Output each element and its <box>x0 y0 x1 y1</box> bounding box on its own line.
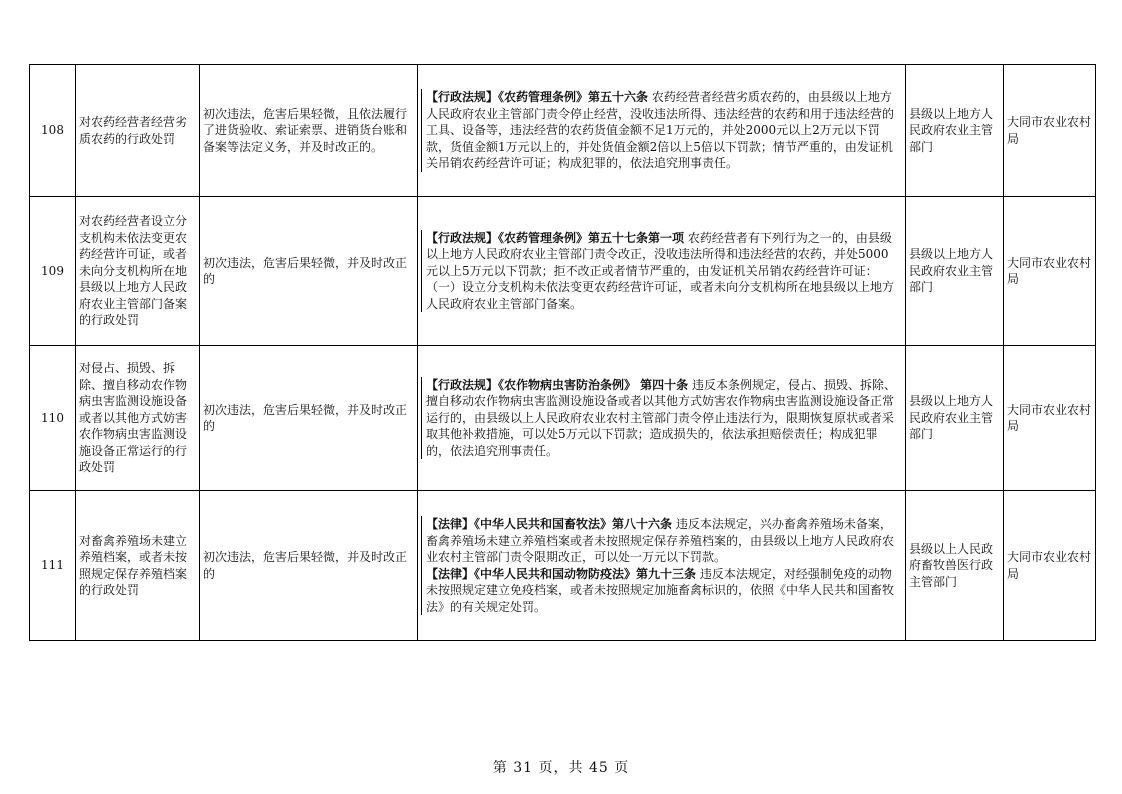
exemption-condition: 初次违法，危害后果轻微，并及时改正的 <box>200 346 418 491</box>
basis-text: 违反本法规定，对经强制免疫的动物未按照规定建立免疫档案，或者未按照规定加施畜禽标识的，依照《中华人民共和国畜牧法》的有关规定处罚。 <box>426 566 895 614</box>
basis-tag: 【行政法规】《农作物病虫害防治条例》 第四十条 <box>426 377 689 392</box>
legal-basis <box>418 491 906 641</box>
row-number: 109 <box>30 197 76 346</box>
penalty-item: 对农药经营者设立分支机构未依法变更农药经营许可证，或者未向分支机构所在地县级以上地方人民政府农业主管部门备案的行政处罚 <box>76 197 200 346</box>
table-row <box>30 197 1096 346</box>
exemption-condition: 初次违法，危害后果轻微，并及时改正的 <box>200 491 418 641</box>
basis-tag: 【法律】《中华人民共和国动物防疫法》第九十三条 <box>426 566 697 581</box>
responsible-department: 大同市农业农村局 <box>1004 197 1096 346</box>
enforcement-authority: 县级以上地方人民政府农业主管部门 <box>906 346 1004 491</box>
responsible-department: 大同市农业农村局 <box>1004 65 1096 197</box>
basis-text: 农药经营者有下列行为之一的，由县级以上地方人民政府农业主管部门责令改正，没收违法所得和违法经营的农药，并处5000元以上5万元以下罚款；拒不改正或者情节严重的，由发证机关吊销农药经营许可证：（一）设立分支机构未依法变更农药经营许可证，或者未向分支机构所在地县级以上地方人民政府农业主管部门备案。 <box>426 230 895 311</box>
basis-text: 违反本法规定，兴办畜禽养殖场未备案，畜禽养殖场未建立养殖档案或者未按照规定保存养殖档案的，由县级以上地方人民政府农业农村主管部门责令限期改正，可以处一万元以下罚款。 <box>426 517 895 564</box>
responsible-department: 大同市农业农村局 <box>1004 346 1096 491</box>
penalty-item: 对畜禽养殖场未建立养殖档案，或者未按照规定保存养殖档案的行政处罚 <box>76 491 200 641</box>
basis-tag: 【行政法规】《农药管理条例》第五十七条第一项 <box>426 230 685 245</box>
page-footer: 第 31 页，共 45 页 <box>492 760 630 776</box>
responsible-department: 大同市农业农村局 <box>1004 491 1096 641</box>
exemption-condition: 初次违法，危害后果轻微，并及时改正的 <box>200 197 418 346</box>
enforcement-authority: 县级以上人民政府畜牧兽医行政主管部门 <box>906 491 1004 641</box>
legal-basis <box>418 346 906 491</box>
basis-tag: 【行政法规】《农药管理条例》第五十六条 <box>426 90 649 105</box>
row-number: 108 <box>30 65 76 197</box>
enforcement-authority: 县级以上地方人民政府农业主管部门 <box>906 65 1004 197</box>
penalty-item: 对侵占、损毁、拆除、擅自移动农作物病虫害监测设施设备或者以其他方式妨害农作物病虫害监测设施设备正常运行的行政处罚 <box>76 346 200 491</box>
legal-basis <box>418 65 906 197</box>
row-number: 111 <box>30 491 76 641</box>
penalty-table <box>29 64 1096 641</box>
penalty-item: 对农药经营者经营劣质农药的行政处罚 <box>76 65 200 197</box>
table-row <box>30 65 1096 197</box>
row-number: 110 <box>30 346 76 491</box>
basis-tag: 【法律】《中华人民共和国畜牧法》第八十六条 <box>426 517 673 531</box>
table-row <box>30 491 1096 641</box>
basis-text: 农药经营者经营劣质农药的，由县级以上地方人民政府农业主管部门责令停止经营，没收违法所得、违法经营的农药和用于违法经营的工具、设备等，违法经营的农药货值金额不足1万元的，并处2000元以上2万元以下罚款，货值金额1万元以上的，并处货值金额2倍以上5倍以下罚款；情节严重的，由发证机关吊销农药经营许可证；构成犯罪的，依法追究刑事责任。 <box>426 90 895 171</box>
exemption-condition: 初次违法，危害后果轻微，且依法履行了进货验收、索证索票、进销货台账和备案等法定义务，并及时改正的。 <box>200 65 418 197</box>
legal-basis <box>418 197 906 346</box>
enforcement-authority: 县级以上地方人民政府农业主管部门 <box>906 197 1004 346</box>
table-row <box>30 346 1096 491</box>
basis-text: 违反本条例规定，侵占、损毁、拆除、擅自移动农作物病虫害监测设施设备或者以其他方式妨害农作物病虫害监测设施设备正常运行的，由县级以上人民政府农业农村主管部门责令停止违法行为，限期恢复原状或者采取其他补救措施，可以处5万元以下罚款；造成损失的，依法承担赔偿责任；构成犯罪的，依法追究刑事责任。 <box>426 377 897 458</box>
